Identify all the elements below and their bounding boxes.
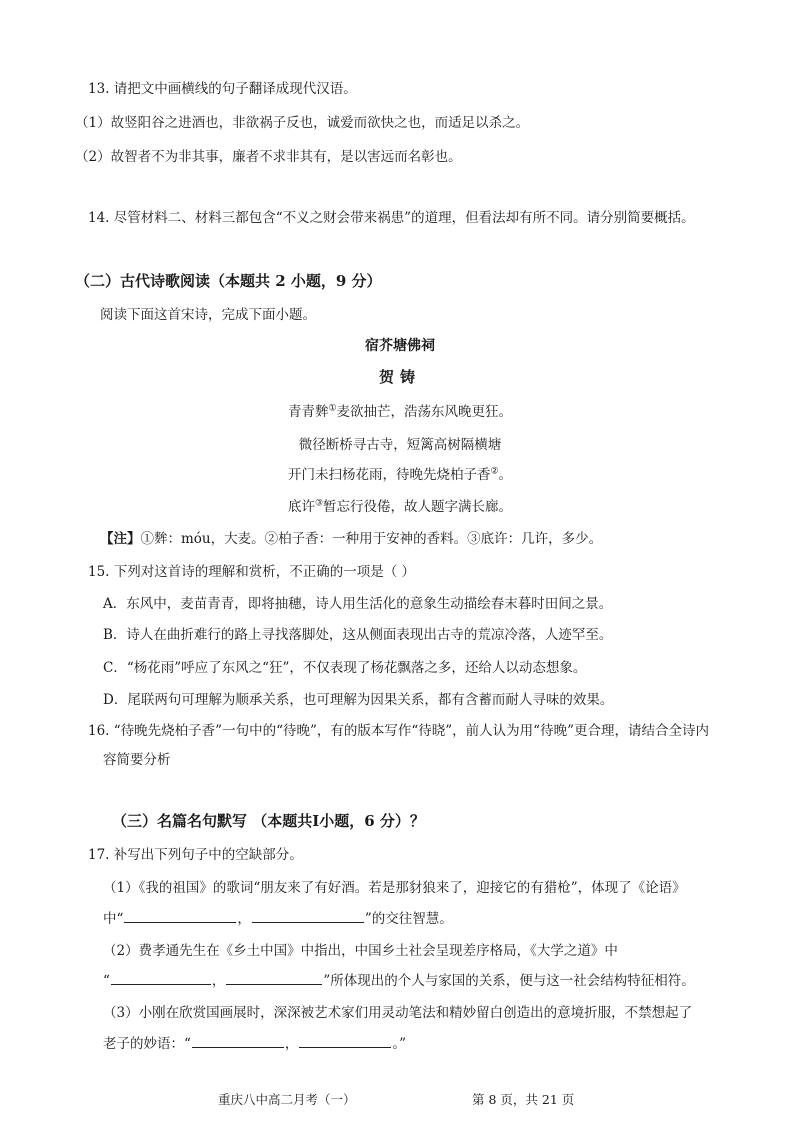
q17-sub3-line-1: （3）小刚在欣赏国画展时，深深被艺术家们用灵动笔法和精妙留白创造出的意境折服，不禁想起了 [103,1005,693,1021]
q13-stem: 13. 请把文中画横线的句子翻译成现代汉语。 [88,81,357,97]
section-2-heading: （二）古代诗歌阅读（本题共 2 小题，9 分） [75,272,382,290]
poem-line-4: 底许③暂忘行役倦，故人题字满长廊。 [287,498,513,515]
section-3-heading: （三）名篇名句默写 （本题共I小题，6 分）？ [112,812,425,830]
q15-option-c: C．“杨花雨”呼应了东风之“狂”，不仅表现了杨花飘落之多，还给人以动态想象。 [103,660,587,676]
q17-sub1-line-1: （1）《我的祖国》的歌词“朋友来了有好酒。若是那豺狼来了，迎接它的有猎枪”，体现了《论语》 [103,880,686,896]
blank-5[interactable] [192,1033,284,1048]
poem-title: 宿芥塘佛祠 [365,338,435,354]
q15-option-b: B．诗人在曲折难行的路上寻找落脚处，这从侧面表现出古寺的荒凉冷落，人迹罕至。 [103,627,613,643]
blank-1[interactable] [124,908,236,923]
q16-line-1: 16. “待晚先烧柏子香”一句中的“待晚”，有的版本写作“待晓”，前人认为用“待晚”更合理，请结合全诗内 [88,723,709,739]
q14-stem: 14. 尽管材料二、材料三都包含“不义之财会带来祸患”的道理，但看法却有所不同。请分别简要概括。 [88,210,695,226]
note-label: 【注】 [100,531,141,547]
poem-line-3: 开门未扫杨花雨，待晚先烧柏子香②。 [287,466,513,483]
q17-sub3-line-2: 老子的妙语：“ ， 。” [103,1032,406,1052]
blank-3[interactable] [111,970,211,985]
footnote-marker-3: ③ [314,498,324,509]
q17-sub2-line-1: （2）费孝通先生在《乡土中国》中指出，中国乡土社会呈现差序格局，《大学之道》中 [103,943,618,959]
q15-option-a: A．东风中，麦苗青青，即将抽穗，诗人用生活化的意象生动描绘春末暮时田间之景。 [103,596,613,612]
blank-4[interactable] [226,970,322,985]
q16-line-2: 容简要分析 [103,752,171,768]
blank-6[interactable] [299,1033,391,1048]
blank-2[interactable] [252,908,364,923]
section-2-intro: 阅读下面这首宋诗，完成下面小题。 [100,307,316,323]
footer-exam-name: 重庆八中高二月考（一） [218,1092,356,1107]
q13-sub1: （1）故竖阳谷之进酒也，非欲祸子反也，诚爱而欲快之也，而适足以杀之。 [75,115,530,131]
footer-page-number: 第 8 页，共 21 页 [472,1092,575,1107]
q15-option-d: D．尾联两句可理解为顺承关系，也可理解为因果关系，都有含蓄而耐人寻味的效果。 [103,692,614,708]
poem-author: 贺铸 [378,368,421,386]
footnote-marker-2: ② [490,466,499,477]
note-text: ①麰：móu，大麦。②柏子香：一种用于安神的香料。③底许：几许，多少。 [140,531,603,547]
poem-line-1: 青青麰①麦欲抽芒，浩荡东风晚更狂。 [287,403,513,420]
q17-sub1-line-2: 中“ ， ”的交往智慧。 [103,907,453,927]
poem-notes [100,527,602,547]
q15-stem: 15. 下列对这首诗的理解和赏析，不正确的一项是（ ） [88,564,416,580]
q17-stem: 17. 补写出下列句子中的空缺部分。 [88,847,303,863]
footnote-marker-1: ① [328,403,337,414]
q17-sub2-line-2: “ ， ”所体现出的个人与家国的关系，便与这一社会结构特征相符。 [103,969,695,989]
poem-line-2: 微径断桥寻古寺，短篱高树隔横塘 [298,437,502,453]
q13-sub2: （2）故智者不为非其事，廉者不求非其有，是以害远而名彰也。 [75,149,462,165]
